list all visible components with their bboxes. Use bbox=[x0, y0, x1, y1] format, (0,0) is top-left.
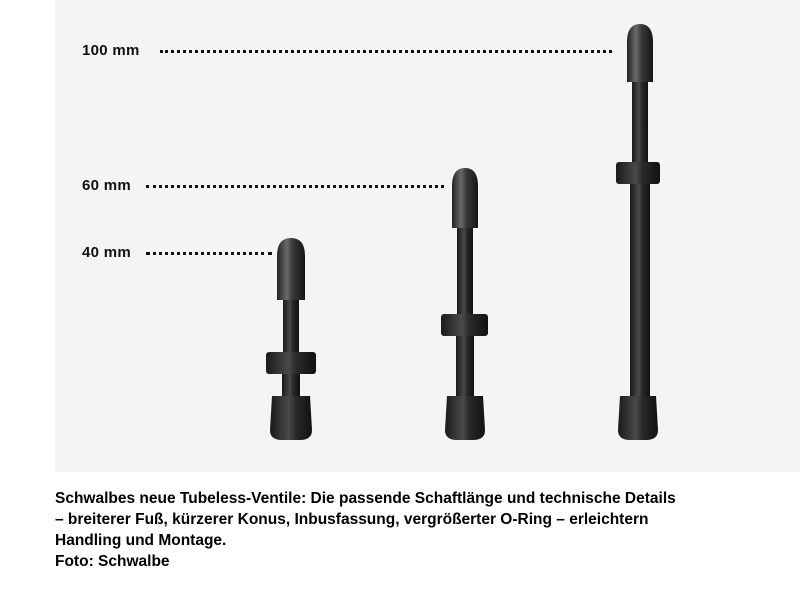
caption-line-3: Handling und Montage. bbox=[55, 532, 227, 549]
caption-line-1: Schwalbes neue Tubeless-Ventile: Die passende Schaftlänge und technische Details bbox=[55, 490, 676, 507]
length-label-60mm: 60 mm bbox=[82, 177, 132, 194]
photo-caption bbox=[55, 488, 775, 572]
caption-line-2: – breiterer Fuß, kürzerer Konus, Inbusfassung, vergrößerter O-Ring – erleichtern bbox=[55, 511, 649, 528]
valve-60mm bbox=[441, 168, 488, 440]
photo-credit: Foto: Schwalbe bbox=[55, 553, 170, 570]
valve-40mm bbox=[266, 238, 316, 440]
length-label-40mm: 40 mm bbox=[82, 244, 132, 261]
valve-100mm bbox=[616, 24, 660, 440]
length-label-100mm: 100 mm bbox=[82, 42, 140, 59]
